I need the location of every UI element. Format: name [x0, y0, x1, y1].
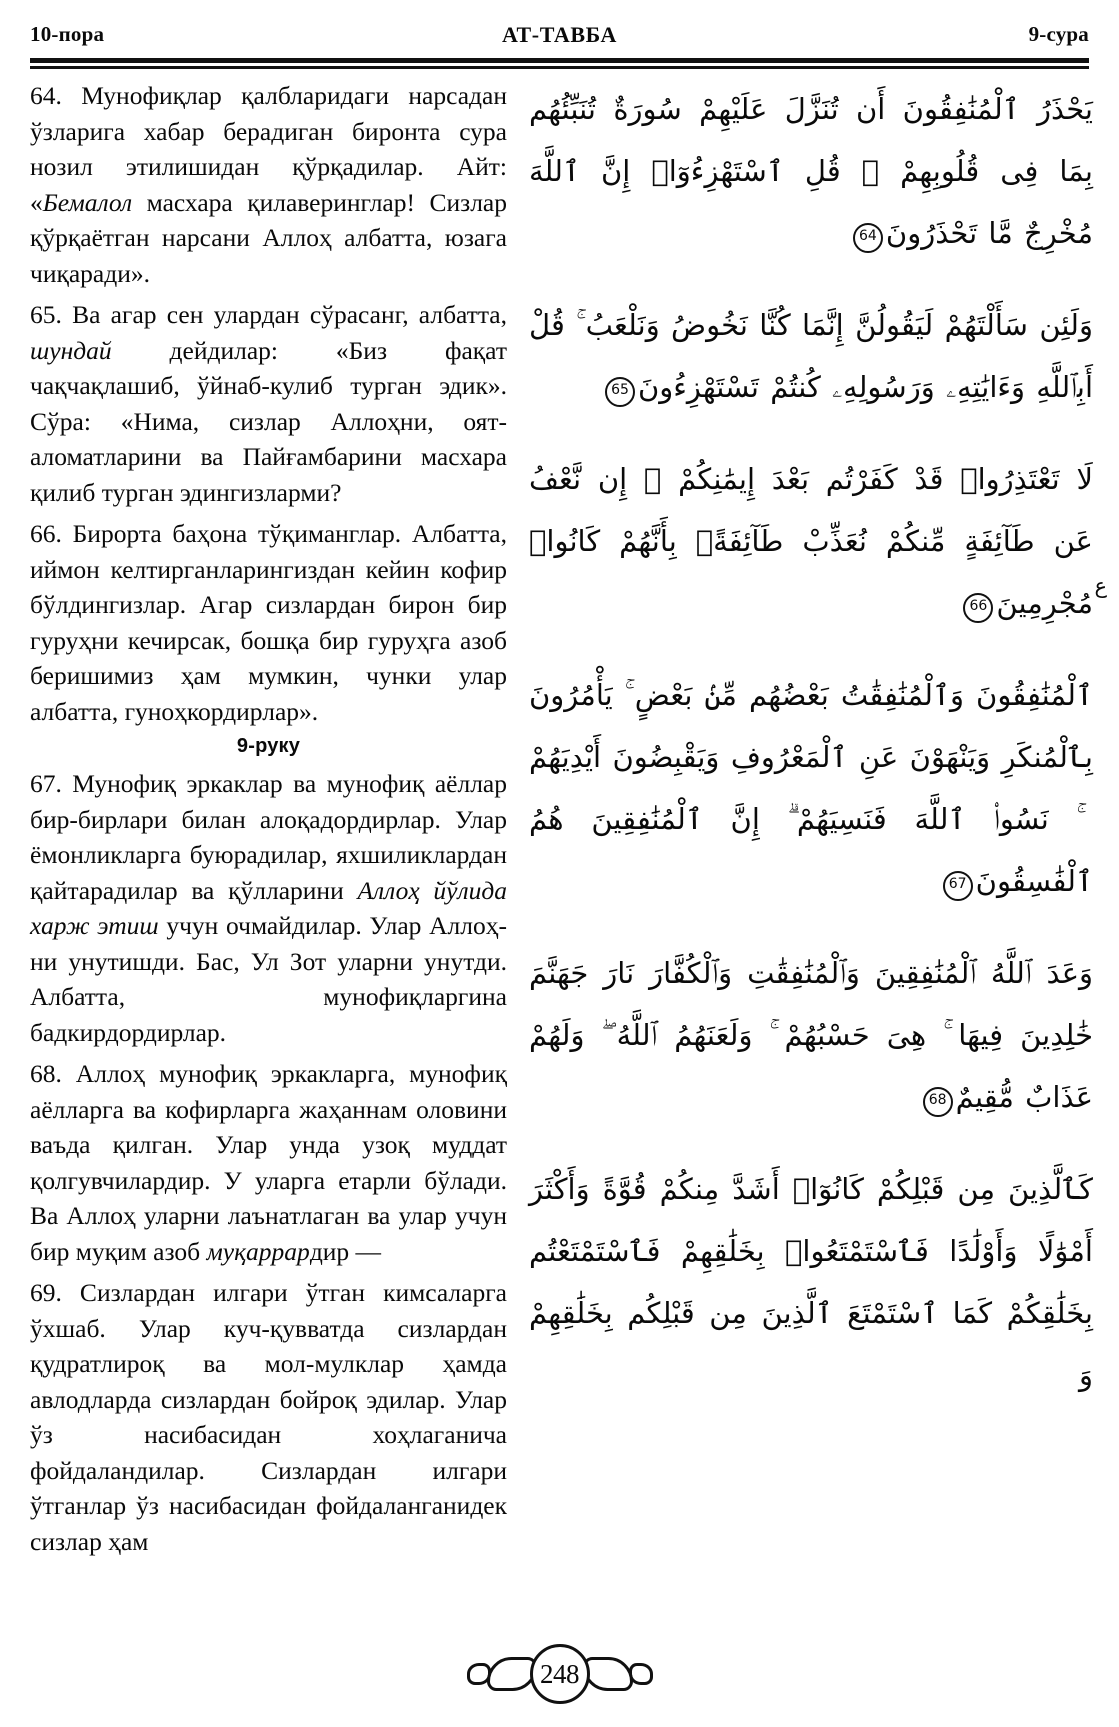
arabic-ayah-64 [529, 78, 1093, 264]
translation-verse-69: 69. Сизлардан илгари ўтган кимсаларга ўхшаб. Улар куч-қувватда сизлардан қудратлироқ ва мол-мулклар ҳамда авлодларда сизлардан бойроқ эдилар. Улар ўз насибасидан хоҳлаганича фойдаландилар. Сизлардан илгари ўтганлар ўз насибасидан фойдаланганидек сизлар ҳам [30, 1278, 507, 1556]
arabic-ayah-67 [529, 664, 1093, 912]
running-head-surah-number: 9-сура [1028, 22, 1089, 46]
arabic-ayah-68 [529, 942, 1093, 1128]
ayah-number-marker: 68 [923, 1087, 953, 1117]
header-rule-thin [30, 66, 1089, 69]
arabic-ayah-text: كَٱلَّذِينَ مِن قَبْلِكُمْ كَانُوٓا۟ أَشَدَّ مِنكُمْ قُوَّةً وَأَكْثَرَ أَمْوَٰلًا وَأَوْلَٰدًا فَٱسْتَمْتَعُوا۟ بِخَلَٰقِهِمْ فَٱسْتَمْتَعْتُم بِخَلَٰقِكُمْ كَمَا ٱسْتَمْتَعَ ٱلَّذِينَ مِن قَبْلِكُم بِخَلَٰقِهِمْ وَ [529, 1172, 1093, 1392]
translation-column [30, 78, 517, 1559]
arabic-ayah-text: وَلَئِن سَأَلْتَهُمْ لَيَقُولُنَّ إِنَّمَا كُنَّا نَخُوضُ وَنَلْعَبُ ۚ قُلْ أَبِٱللَّهِ وَءَايَٰتِهِۦ وَرَسُولِهِۦ كُنتُمْ تَسْتَهْزِءُونَ [529, 308, 1093, 404]
ayah-number-marker: 67 [943, 871, 973, 901]
arabic-column [517, 78, 1107, 1436]
arabic-ayah-text: يَحْذَرُ ٱلْمُنَٰفِقُونَ أَن تُنَزَّلَ عَلَيْهِمْ سُورَةٌ تُنَبِّئُهُم بِمَا فِى قُلُوبِهِمْ ۚ قُلِ ٱسْتَهْزِءُوٓا۟ إِنَّ ٱللَّهَ مُخْرِجٌ مَّا تَحْذَرُونَ [529, 92, 1093, 250]
arabic-ayah-69 [529, 1158, 1093, 1406]
arabic-ayah-text: وَعَدَ ٱللَّهُ ٱلْمُنَٰفِقِينَ وَٱلْمُنَٰفِقَٰتِ وَٱلْكُفَّارَ نَارَ جَهَنَّمَ خَٰلِدِينَ فِيهَا ۚ هِىَ حَسْبُهُمْ ۚ وَلَعَنَهُمُ ٱللَّهُ ۖ وَلَهُمْ عَذَابٌ مُّقِيمٌ [529, 956, 1093, 1114]
page-footer [0, 1639, 1119, 1709]
page-number-ornament [465, 1643, 655, 1705]
ruku-divider-label: 9-руку [236, 735, 301, 757]
ayah-number-marker: 64 [853, 223, 883, 253]
running-head-juz: 10-пора [30, 22, 105, 46]
translation-verse-64: 64. Мунофиқлар қалбларидаги нарсадан ўзларига хабар берадиган биронта сура нозил этилишидан қўрқадилар. Айт: «Бемалол масхара қилаверинглар! Сизлар қўрқаётган нарсани Аллоҳ албатта, юзага чиқаради». [30, 81, 507, 288]
running-head [30, 22, 1089, 54]
page-number: 248 [540, 1658, 579, 1689]
ayah-number-marker: 65 [605, 377, 635, 407]
arabic-ayah-65 [529, 294, 1093, 418]
header-divider [30, 58, 1089, 69]
ornament-lobe-right-icon [583, 1657, 633, 1691]
translation-verse-67: 67. Мунофиқ эркаклар ва мунофиқ аёллар бир-бирлари билан алоқадордирлар. Улар ёмонликларга буюрадилар, яхшиликлардан қайтарадилар ва қўлларини Аллоҳ йўлида харж этиш учун очмайдилар. Улар Аллоҳни унутишди. Бас, Ул Зот уларни унутди. Албатта, мунофиқларгина бадкирдордирлар. [30, 769, 507, 1047]
header-rule-thick [30, 58, 1089, 63]
translation-verse-66: 66. Бирорта баҳона тўқиманглар. Албатта, иймон келтирганларингиздан кейин кофир бўлдингизлар. Агар сизлардан бирон бир гуруҳни кечирсак, бошқа бир гуруҳга азоб беришимиз ҳам мумкин, чунки улар албатта, гуноҳкордирлар». [30, 519, 507, 726]
ayah-number-marker: 66 [963, 593, 993, 623]
arabic-ayah-66 [529, 448, 1093, 634]
running-head-surah-name: АТ-ТАВБА [501, 22, 618, 47]
translation-verse-65: 65. Ва агар сен улардан сўрасанг, албатта, шундай дейдилар: «Биз фақат чақчақлашиб, ўйнаб-кулиб турган эдик». Сўра: «Нима, сизлар Аллоҳни, оят-аломатларини ва Пайғамбарини масхара қилиб турган эдингизларми? [30, 300, 507, 507]
arabic-ayah-text: لَا تَعْتَذِرُوا۟ قَدْ كَفَرْتُم بَعْدَ إِيمَٰنِكُمْ ۚ إِن نَّعْفُ عَن طَآئِفَةٍ مِّنكُمْ نُعَذِّبْ طَآئِفَةًۢ بِأَنَّهُمْ كَانُوا۟ مُجْرِمِينَ [529, 462, 1093, 620]
arabic-ayah-text: ٱلْمُنَٰفِقُونَ وَٱلْمُنَٰفِقَٰتُ بَعْضُهُم مِّنۢ بَعْضٍ ۚ يَأْمُرُونَ بِٱلْمُنكَرِ وَيَنْهَوْنَ عَنِ ٱلْمَعْرُوفِ وَيَقْبِضُونَ أَيْدِيَهُمْ ۚ نَسُوا۟ ٱللَّهَ فَنَسِيَهُمْ ۗ إِنَّ ٱلْمُنَٰفِقِينَ هُمُ ٱلْفَٰسِقُونَ [529, 678, 1093, 898]
ruku-symbol-icon: ع [1094, 574, 1107, 598]
translation-verse-68: 68. Аллоҳ мунофиқ эркакларга, мунофиқ аёлларга ва кофирларга жаҳаннам оловини ваъда қилган. Улар унда узоқ муддат қолгувчилардир. У уларга етарли бўлади. Ва Аллоҳ уларни лаънатлаган ва улар учун бир муқим азоб муқаррардир — [30, 1059, 507, 1266]
page-body [30, 78, 1107, 1631]
